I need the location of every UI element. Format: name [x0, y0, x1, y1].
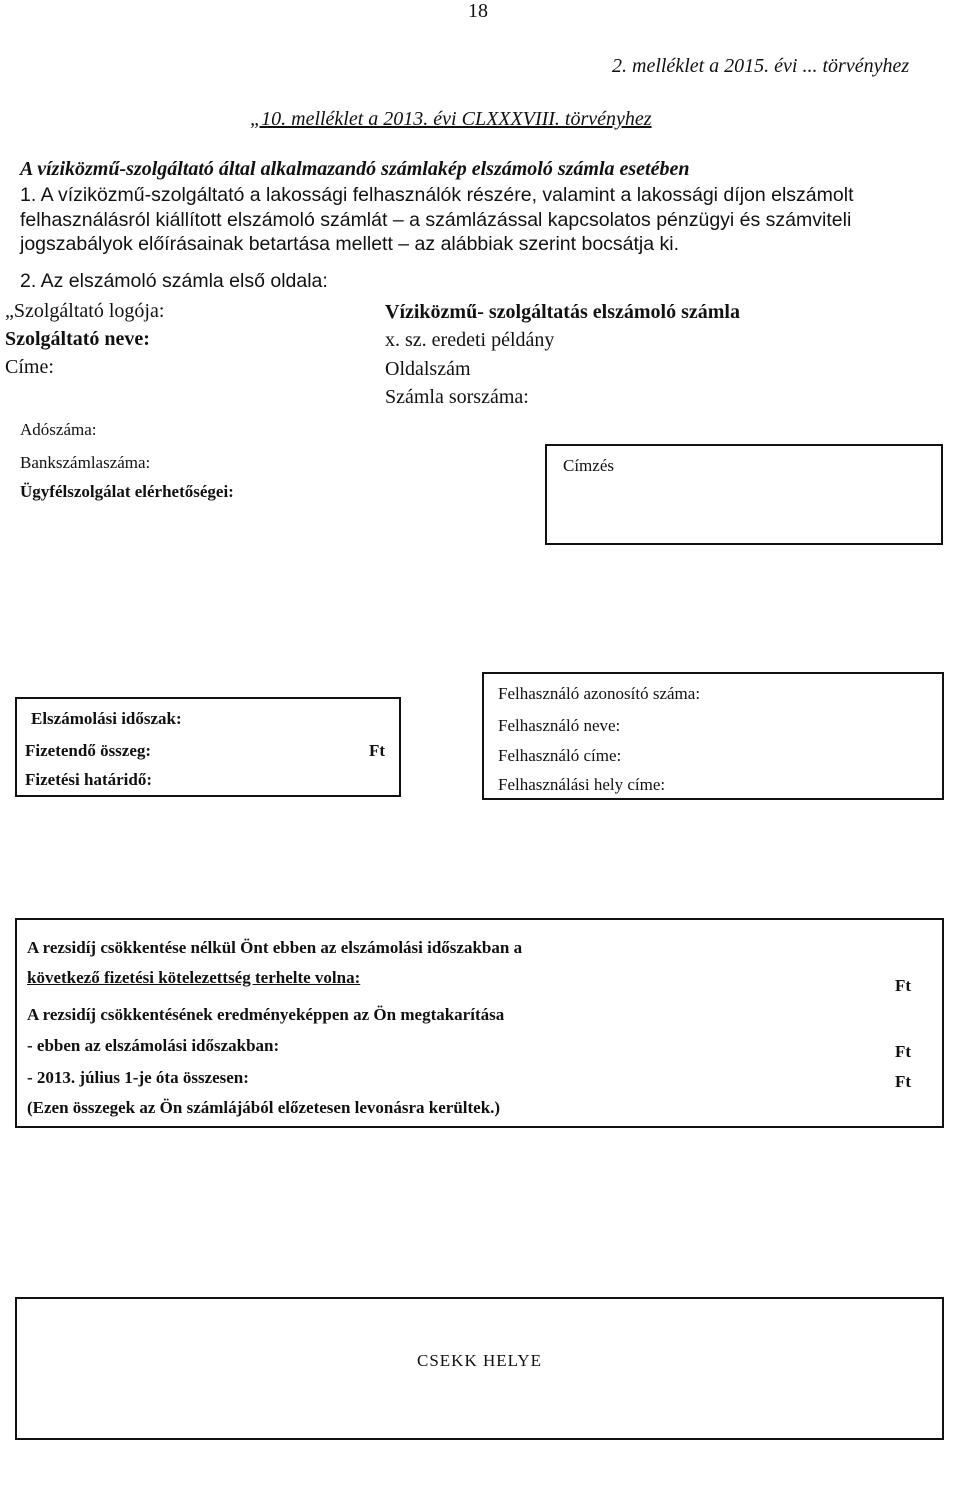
savings-line-5: - 2013. július 1-je óta összesen:	[27, 1068, 249, 1087]
invoice-title: Víziközmű- szolgáltatás elszámoló számla	[385, 301, 740, 323]
annex-2015-header: 2. melléklet a 2015. évi ... törvényhez	[612, 55, 910, 77]
savings-line-2: következő fizetési kötelezettség terhelte volna:	[27, 968, 361, 987]
billing-box	[15, 697, 401, 797]
paragraph-2: 2. Az elszámoló számla első oldala:	[20, 270, 328, 292]
provider-name-label: Szolgáltató neve:	[5, 328, 150, 350]
user-name-label: Felhasználó neve:	[498, 716, 621, 735]
billing-period-label: Elszámolási időszak:	[31, 709, 182, 728]
bank-account-label: Bankszámlaszáma:	[20, 453, 151, 472]
check-box	[15, 1297, 944, 1440]
invoice-serial-label: Számla sorszáma:	[385, 386, 529, 408]
savings-line-4-unit: Ft	[895, 1042, 912, 1061]
amount-due-label: Fizetendő összeg:	[25, 741, 152, 760]
savings-box	[15, 918, 944, 1128]
customer-service-label: Ügyfélszolgálat elérhetőségei:	[20, 482, 234, 501]
document-title: A víziközmű-szolgáltató által alkalmazandó számlakép elszámoló számla esetében	[20, 158, 690, 180]
user-box	[482, 672, 944, 800]
paragraph-1-line: jogszabályok előírásainak betartása mellett – az alábbiak szerint bocsátja ki.	[20, 233, 680, 255]
annex-2013-header: „10. melléklet a 2013. évi CLXXXVIII. törvényhez	[250, 108, 652, 130]
original-copy-label: x. sz. eredeti példány	[385, 329, 555, 351]
savings-line-5-unit: Ft	[895, 1072, 912, 1091]
provider-address-label: Címe:	[5, 356, 54, 378]
savings-line-4: - ebben az elszámolási időszakban:	[27, 1036, 280, 1055]
check-placeholder-label: CSEKK HELYE	[417, 1351, 542, 1370]
savings-line-2-unit: Ft	[895, 976, 912, 995]
provider-logo-label: „Szolgáltató logója:	[5, 300, 165, 322]
savings-line-3: A rezsidíj csökkentésének eredményeképpen az Ön megtakarítása	[27, 1005, 505, 1024]
paragraph-1-line: felhasználásról kiállított elszámoló számlát – a számlázással kapcsolatos pénzügyi és számviteli	[20, 208, 852, 231]
savings-line-1: A rezsidíj csökkentése nélkül Önt ebben az elszámolási időszakban a	[27, 938, 523, 957]
recipient-box	[545, 444, 943, 545]
savings-line-6: (Ezen összegek az Ön számlájából előzetesen levonásra kerültek.)	[27, 1098, 501, 1117]
amount-due-unit: Ft	[369, 741, 386, 760]
tax-number-label: Adószáma:	[20, 420, 97, 439]
page-number-label: Oldalszám	[385, 358, 471, 380]
paragraph-1-line: 1. A víziközmű-szolgáltató a lakossági felhasználók részére, valamint a lakossági díjon elszámolt	[20, 184, 854, 206]
payment-due-label: Fizetési határidő:	[25, 770, 152, 789]
recipient-label: Címzés	[563, 456, 614, 475]
usage-site-label: Felhasználási hely címe:	[498, 775, 666, 794]
paragraph-1	[20, 183, 950, 257]
user-id-label: Felhasználó azonosító száma:	[498, 684, 701, 703]
user-address-label: Felhasználó címe:	[498, 746, 622, 765]
page-number: 18	[468, 0, 488, 22]
